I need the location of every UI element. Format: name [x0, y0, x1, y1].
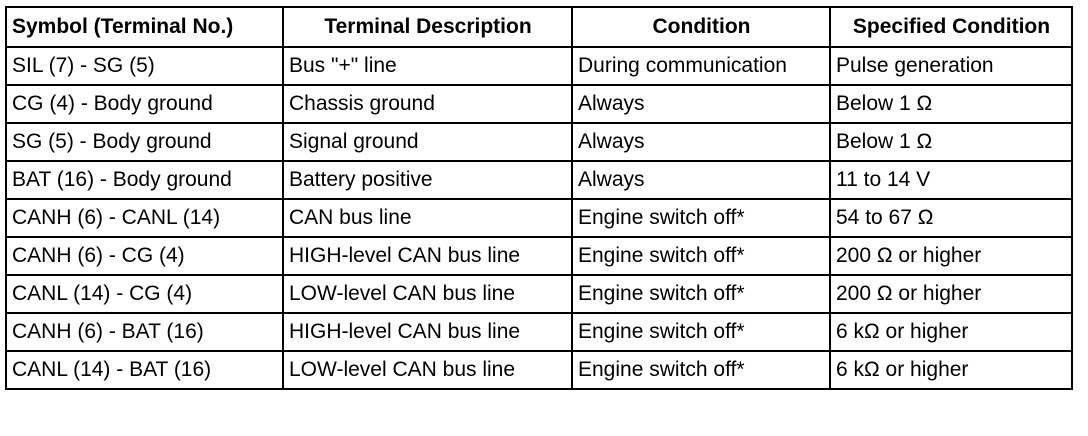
header-description: Terminal Description — [283, 7, 572, 47]
cell-symbol: CANL (14) - BAT (16) — [6, 351, 283, 389]
table-row — [6, 85, 1072, 123]
table-row — [6, 47, 1072, 85]
cell-condition: Engine switch off* — [572, 199, 830, 237]
table-header-row — [6, 7, 1072, 47]
cell-symbol: CANL (14) - CG (4) — [6, 275, 283, 313]
cell-description: Battery positive — [283, 161, 572, 199]
cell-specified-condition: 54 to 67 Ω — [830, 199, 1072, 237]
cell-symbol: BAT (16) - Body ground — [6, 161, 283, 199]
table-row — [6, 275, 1072, 313]
cell-condition: Engine switch off* — [572, 275, 830, 313]
cell-description: Signal ground — [283, 123, 572, 161]
cell-description: CAN bus line — [283, 199, 572, 237]
cell-symbol: CANH (6) - CG (4) — [6, 237, 283, 275]
cell-condition: Engine switch off* — [572, 313, 830, 351]
cell-specified-condition: 11 to 14 V — [830, 161, 1072, 199]
cell-symbol: SG (5) - Body ground — [6, 123, 283, 161]
header-specified-condition: Specified Condition — [830, 7, 1072, 47]
cell-specified-condition: Below 1 Ω — [830, 123, 1072, 161]
terminal-spec-table — [5, 6, 1073, 390]
cell-description: HIGH-level CAN bus line — [283, 237, 572, 275]
header-symbol: Symbol (Terminal No.) — [6, 7, 283, 47]
cell-specified-condition: 6 kΩ or higher — [830, 351, 1072, 389]
cell-condition: Always — [572, 161, 830, 199]
table-row — [6, 351, 1072, 389]
cell-description: Bus "+" line — [283, 47, 572, 85]
cell-condition: Always — [572, 85, 830, 123]
cell-symbol: SIL (7) - SG (5) — [6, 47, 283, 85]
cell-specified-condition: 200 Ω or higher — [830, 275, 1072, 313]
cell-symbol: CG (4) - Body ground — [6, 85, 283, 123]
header-condition: Condition — [572, 7, 830, 47]
cell-symbol: CANH (6) - CANL (14) — [6, 199, 283, 237]
table-row — [6, 313, 1072, 351]
cell-condition: During communication — [572, 47, 830, 85]
cell-condition: Always — [572, 123, 830, 161]
cell-description: Chassis ground — [283, 85, 572, 123]
table-row — [6, 237, 1072, 275]
cell-description: HIGH-level CAN bus line — [283, 313, 572, 351]
cell-condition: Engine switch off* — [572, 351, 830, 389]
table-row — [6, 123, 1072, 161]
cell-specified-condition: 200 Ω or higher — [830, 237, 1072, 275]
cell-description: LOW-level CAN bus line — [283, 351, 572, 389]
cell-specified-condition: Below 1 Ω — [830, 85, 1072, 123]
table-row — [6, 161, 1072, 199]
cell-condition: Engine switch off* — [572, 237, 830, 275]
cell-description: LOW-level CAN bus line — [283, 275, 572, 313]
table-row — [6, 199, 1072, 237]
cell-symbol: CANH (6) - BAT (16) — [6, 313, 283, 351]
cell-specified-condition: Pulse generation — [830, 47, 1072, 85]
cell-specified-condition: 6 kΩ or higher — [830, 313, 1072, 351]
